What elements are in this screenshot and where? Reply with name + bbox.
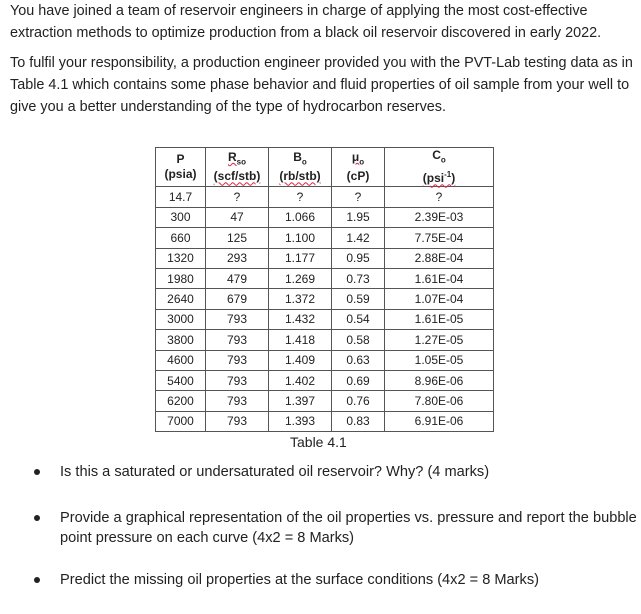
cell-bo: 1.100 — [269, 228, 332, 248]
cell-viscosity: 0.76 — [332, 391, 385, 411]
header-rso-unit: (scf/stb) — [213, 169, 261, 184]
table-caption: Table 4.1 — [290, 434, 347, 450]
cell-viscosity: ? — [332, 187, 385, 207]
table-row — [156, 248, 494, 268]
cell-compressibility: 1.61E-05 — [385, 309, 494, 329]
question-text: Is this a saturated or undersaturated oil reservoir? Why? (4 marks) — [60, 464, 490, 480]
cell-bo: 1.397 — [269, 391, 332, 411]
cell-compressibility: 1.27E-05 — [385, 330, 494, 350]
cell-rso: 293 — [206, 248, 269, 268]
cell-viscosity: 0.73 — [332, 268, 385, 288]
header-pressure-symbol: P — [176, 152, 185, 167]
header-rso — [206, 148, 269, 187]
cell-rso: ? — [206, 187, 269, 207]
cell-bo: 1.402 — [269, 370, 332, 390]
table-row — [156, 411, 494, 431]
cell-compressibility: 1.61E-04 — [385, 268, 494, 288]
cell-bo: 1.409 — [269, 350, 332, 370]
cell-pressure: 7000 — [156, 411, 206, 431]
question-text: Provide a graphical representation of the oil properties vs. pressure and report the bubble point pressure on each curve (4x2 = 8 Marks) — [60, 510, 637, 546]
table-row — [156, 228, 494, 248]
intro-paragraph-1: You have joined a team of reservoir engineers in charge of applying the most cost-effective extraction methods to optimize production from a black oil reservoir discovered in early 2022. — [10, 3, 602, 41]
cell-bo: 1.177 — [269, 248, 332, 268]
cell-rso: 679 — [206, 289, 269, 309]
table-row — [156, 370, 494, 390]
table-row — [156, 268, 494, 288]
table-row — [156, 289, 494, 309]
cell-pressure: 1980 — [156, 268, 206, 288]
cell-rso: 793 — [206, 411, 269, 431]
question-item-3 — [60, 570, 640, 590]
cell-pressure: 1320 — [156, 248, 206, 268]
header-co-symbol: $C_o$ — [432, 148, 446, 165]
header-mu-unit: (cP) — [346, 169, 370, 184]
header-bo-unit: (rb/stb) — [279, 169, 321, 184]
cell-compressibility: 7.75E-04 — [385, 228, 494, 248]
cell-rso: 793 — [206, 370, 269, 390]
table-body — [156, 187, 494, 432]
cell-compressibility: 2.39E-03 — [385, 207, 494, 227]
cell-compressibility: 6.91E-06 — [385, 411, 494, 431]
cell-viscosity: 0.58 — [332, 330, 385, 350]
cell-viscosity: 0.54 — [332, 309, 385, 329]
cell-compressibility: 2.88E-04 — [385, 248, 494, 268]
bullet-icon — [34, 469, 40, 475]
header-co-unit: (psi$^{-1}$) — [422, 170, 456, 186]
cell-viscosity: 0.59 — [332, 289, 385, 309]
cell-rso: 793 — [206, 309, 269, 329]
cell-compressibility: ? — [385, 187, 494, 207]
cell-rso: 793 — [206, 350, 269, 370]
table-row — [156, 330, 494, 350]
cell-pressure: 3800 — [156, 330, 206, 350]
header-rso-symbol: $R_{so}$ — [227, 150, 246, 167]
cell-bo: 1.418 — [269, 330, 332, 350]
cell-compressibility: 8.96E-06 — [385, 370, 494, 390]
cell-bo: 1.393 — [269, 411, 332, 431]
bullet-icon — [34, 577, 40, 583]
cell-pressure: 2640 — [156, 289, 206, 309]
cell-viscosity: 0.83 — [332, 411, 385, 431]
table-row — [156, 207, 494, 227]
cell-rso: 793 — [206, 330, 269, 350]
question-item-2 — [60, 508, 640, 548]
cell-viscosity: 0.69 — [332, 370, 385, 390]
table-row — [156, 187, 494, 207]
header-pressure — [156, 148, 206, 187]
cell-viscosity: 1.42 — [332, 228, 385, 248]
table-row — [156, 350, 494, 370]
header-pressure-unit: (psia) — [164, 167, 197, 182]
header-mu — [332, 148, 385, 187]
cell-pressure: 5400 — [156, 370, 206, 390]
cell-bo: 1.066 — [269, 207, 332, 227]
cell-compressibility: 1.05E-05 — [385, 350, 494, 370]
cell-rso: 125 — [206, 228, 269, 248]
cell-pressure: 660 — [156, 228, 206, 248]
question-item-1 — [60, 462, 640, 482]
table-header-row — [156, 148, 494, 187]
cell-bo: 1.432 — [269, 309, 332, 329]
pvt-table — [155, 147, 494, 432]
cell-compressibility: 7.80E-06 — [385, 391, 494, 411]
table-row — [156, 391, 494, 411]
cell-bo: 1.269 — [269, 268, 332, 288]
cell-pressure: 14.7 — [156, 187, 206, 207]
intro-paragraph-2: To fulfil your responsibility, a production engineer provided you with the PVT-Lab testing data as in Table 4.1 which contains some phase behavior and fluid properties of oil sample from your well to give you a better understanding of the type of hydrocarbon reserves. — [10, 55, 633, 115]
cell-compressibility: 1.07E-04 — [385, 289, 494, 309]
cell-pressure: 3000 — [156, 309, 206, 329]
header-mu-symbol: $\mu_o$ — [351, 150, 365, 167]
header-co — [385, 148, 494, 187]
bullet-icon — [34, 515, 40, 521]
cell-rso: 793 — [206, 391, 269, 411]
cell-viscosity: 0.95 — [332, 248, 385, 268]
header-bo-symbol: $B_o$ — [293, 150, 307, 167]
table-row — [156, 309, 494, 329]
cell-bo: 1.372 — [269, 289, 332, 309]
cell-rso: 47 — [206, 207, 269, 227]
cell-rso: 479 — [206, 268, 269, 288]
cell-pressure: 6200 — [156, 391, 206, 411]
header-bo — [269, 148, 332, 187]
cell-viscosity: 1.95 — [332, 207, 385, 227]
cell-pressure: 4600 — [156, 350, 206, 370]
cell-bo: ? — [269, 187, 332, 207]
question-text: Predict the missing oil properties at the surface conditions (4x2 = 8 Marks) — [60, 572, 539, 588]
cell-pressure: 300 — [156, 207, 206, 227]
cell-viscosity: 0.63 — [332, 350, 385, 370]
